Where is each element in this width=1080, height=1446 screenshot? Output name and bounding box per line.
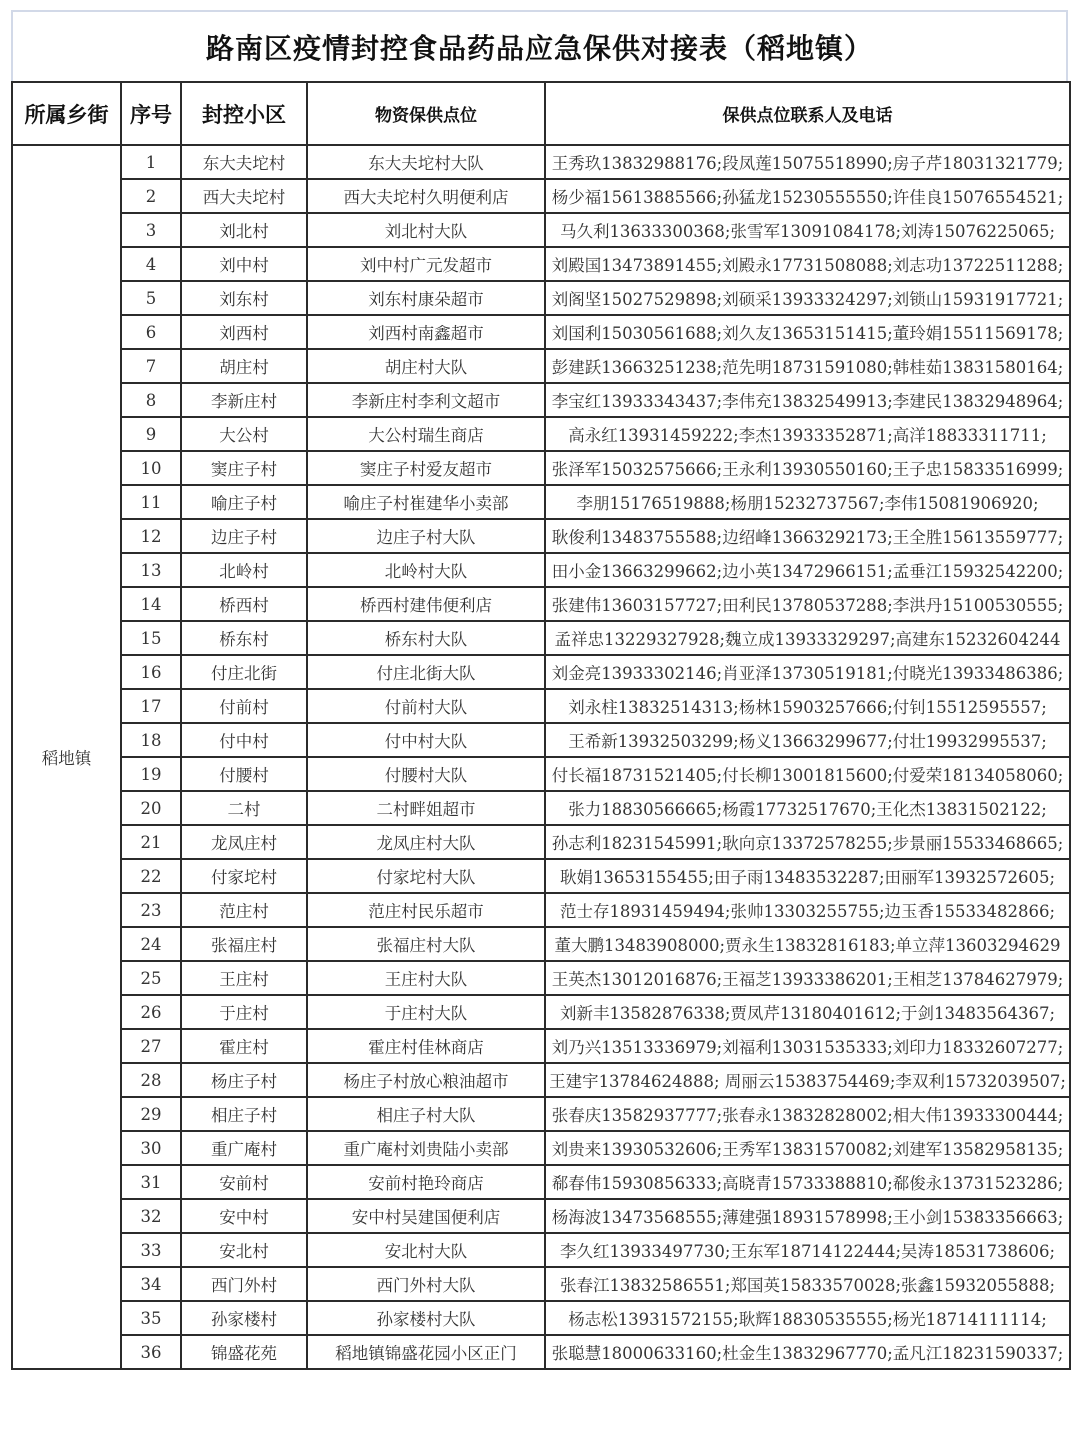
row-index: 28 [121, 1063, 181, 1097]
row-index: 35 [121, 1301, 181, 1335]
row-community: 重广庵村 [181, 1131, 307, 1165]
row-contacts: 马久利13633300368;张雪军13091084178;刘涛15076225065; [545, 213, 1070, 247]
table-row [12, 1267, 1070, 1301]
row-supply-point: 重广庵村刘贵陆小卖部 [307, 1131, 545, 1165]
table-row [12, 281, 1070, 315]
row-supply-point: 安中村吴建国便利店 [307, 1199, 545, 1233]
row-supply-point: 相庄子村大队 [307, 1097, 545, 1131]
table-row [12, 893, 1070, 927]
row-community: 付家坨村 [181, 859, 307, 893]
table-row [12, 1199, 1070, 1233]
table-row [12, 927, 1070, 961]
row-community: 锦盛花苑 [181, 1335, 307, 1369]
row-supply-point: 窦庄子村爱友超市 [307, 451, 545, 485]
row-index: 10 [121, 451, 181, 485]
row-contacts: 杨少福15613885566;孙猛龙15230555550;许佳良15076554521; [545, 179, 1070, 213]
row-index: 11 [121, 485, 181, 519]
row-supply-point: 付中村大队 [307, 723, 545, 757]
header-contacts: 保供点位联系人及电话 [545, 82, 1070, 145]
row-supply-point: 桥西村建伟便利店 [307, 587, 545, 621]
row-supply-point: 边庄子村大队 [307, 519, 545, 553]
row-index: 27 [121, 1029, 181, 1063]
row-index: 32 [121, 1199, 181, 1233]
table-row [12, 723, 1070, 757]
row-index: 7 [121, 349, 181, 383]
row-supply-point: 李新庄村李利文超市 [307, 383, 545, 417]
district-cell: 稻地镇 [12, 145, 121, 1369]
row-supply-point: 范庄村民乐超市 [307, 893, 545, 927]
row-community: 相庄子村 [181, 1097, 307, 1131]
table-row [12, 519, 1070, 553]
table-row [12, 791, 1070, 825]
row-community: 西门外村 [181, 1267, 307, 1301]
row-community: 西大夫坨村 [181, 179, 307, 213]
row-community: 二村 [181, 791, 307, 825]
row-contacts: 张春江13832586551;郑国英15833570028;张鑫15932055888; [545, 1267, 1070, 1301]
row-supply-point: 付腰村大队 [307, 757, 545, 791]
header-index: 序号 [121, 82, 181, 145]
row-contacts: 郗春伟15930856333;高晓青15733388810;郗俊永13731523286; [545, 1165, 1070, 1199]
row-index: 22 [121, 859, 181, 893]
row-index: 4 [121, 247, 181, 281]
row-contacts: 刘新丰13582876338;贾凤芹13180401612;于剑13483564367; [545, 995, 1070, 1029]
row-index: 24 [121, 927, 181, 961]
row-contacts: 杨海波13473568555;薄建强18931578998;王小剑15383356663; [545, 1199, 1070, 1233]
row-contacts: 刘贵来13930532606;王秀军13831570082;刘建军13582958135; [545, 1131, 1070, 1165]
row-contacts: 王秀玖13832988176;段凤莲15075518990;房子芹18031321779; [545, 145, 1070, 179]
page-title: 路南区疫情封控食品药品应急保供对接表（稻地镇） [205, 31, 873, 65]
table-row [12, 1165, 1070, 1199]
row-community: 刘东村 [181, 281, 307, 315]
row-contacts: 田小金13663299662;边小英13472966151;孟垂江15932542200; [545, 553, 1070, 587]
row-contacts: 刘国利15030561688;刘久友13653151415;董玲娟15511569178; [545, 315, 1070, 349]
row-index: 23 [121, 893, 181, 927]
row-contacts: 耿俊利13483755588;边绍峰13663292173;王全胜15613559777; [545, 519, 1070, 553]
row-index: 30 [121, 1131, 181, 1165]
row-community: 霍庄村 [181, 1029, 307, 1063]
row-supply-point: 付前村大队 [307, 689, 545, 723]
row-index: 8 [121, 383, 181, 417]
row-contacts: 孙志利18231545991;耿向京13372578255;步景丽15533468665; [545, 825, 1070, 859]
row-community: 王庄村 [181, 961, 307, 995]
row-supply-point: 于庄村大队 [307, 995, 545, 1029]
row-supply-point: 王庄村大队 [307, 961, 545, 995]
table-row [12, 621, 1070, 655]
row-index: 25 [121, 961, 181, 995]
row-community: 李新庄村 [181, 383, 307, 417]
row-index: 12 [121, 519, 181, 553]
table-row [12, 349, 1070, 383]
row-supply-point: 东大夫坨村大队 [307, 145, 545, 179]
row-index: 6 [121, 315, 181, 349]
row-contacts: 李宝红13933343437;李伟充13832549913;李建民13832948964; [545, 383, 1070, 417]
row-contacts: 孟祥忠13229327928;魏立成13933329297;高建东15232604244 [545, 621, 1070, 655]
row-supply-point: 安前村艳玲商店 [307, 1165, 545, 1199]
row-contacts: 张聪慧18000633160;杜金生13832967770;孟凡江18231590337; [545, 1335, 1070, 1369]
row-contacts: 张力18830566665;杨霞17732517670;王化杰13831502122; [545, 791, 1070, 825]
header-row [12, 82, 1070, 145]
row-community: 喻庄子村 [181, 485, 307, 519]
row-supply-point: 西门外村大队 [307, 1267, 545, 1301]
table-row [12, 145, 1070, 179]
row-contacts: 王希新13932503299;杨义13663299677;付壮19932995537; [545, 723, 1070, 757]
row-supply-point: 刘北村大队 [307, 213, 545, 247]
row-supply-point: 北岭村大队 [307, 553, 545, 587]
row-supply-point: 喻庄子村崔建华小卖部 [307, 485, 545, 519]
row-supply-point: 孙家楼村大队 [307, 1301, 545, 1335]
row-community: 付中村 [181, 723, 307, 757]
row-index: 20 [121, 791, 181, 825]
row-community: 付庄北街 [181, 655, 307, 689]
header-community: 封控小区 [181, 82, 307, 145]
table-row [12, 179, 1070, 213]
table-row [12, 757, 1070, 791]
row-community: 桥西村 [181, 587, 307, 621]
row-index: 2 [121, 179, 181, 213]
row-index: 14 [121, 587, 181, 621]
table-row [12, 1131, 1070, 1165]
row-index: 1 [121, 145, 181, 179]
table-row [12, 1301, 1070, 1335]
row-index: 18 [121, 723, 181, 757]
row-supply-point: 大公村瑞生商店 [307, 417, 545, 451]
row-index: 17 [121, 689, 181, 723]
row-index: 29 [121, 1097, 181, 1131]
row-contacts: 李朋15176519888;杨朋15232737567;李伟15081906920; [545, 485, 1070, 519]
row-community: 安北村 [181, 1233, 307, 1267]
row-supply-point: 刘西村南鑫超市 [307, 315, 545, 349]
row-contacts: 范士存18931459494;张帅13303255755;边玉香15533482866; [545, 893, 1070, 927]
table-body [12, 145, 1070, 1369]
supply-contact-table [11, 81, 1071, 1370]
row-community: 孙家楼村 [181, 1301, 307, 1335]
row-index: 9 [121, 417, 181, 451]
row-index: 33 [121, 1233, 181, 1267]
table-row [12, 1233, 1070, 1267]
table-row [12, 553, 1070, 587]
row-index: 36 [121, 1335, 181, 1369]
row-contacts: 高永红13931459222;李杰13933352871;高洋18833311711; [545, 417, 1070, 451]
row-community: 付前村 [181, 689, 307, 723]
row-supply-point: 安北村大队 [307, 1233, 545, 1267]
row-community: 龙凤庄村 [181, 825, 307, 859]
header-district: 所属乡街 [12, 82, 121, 145]
row-community: 大公村 [181, 417, 307, 451]
row-community: 杨庄子村 [181, 1063, 307, 1097]
row-supply-point: 龙凤庄村大队 [307, 825, 545, 859]
row-index: 26 [121, 995, 181, 1029]
row-supply-point: 刘东村康朵超市 [307, 281, 545, 315]
row-index: 15 [121, 621, 181, 655]
row-community: 胡庄村 [181, 349, 307, 383]
row-supply-point: 张福庄村大队 [307, 927, 545, 961]
row-community: 东大夫坨村 [181, 145, 307, 179]
row-supply-point: 刘中村广元发超市 [307, 247, 545, 281]
row-supply-point: 稻地镇锦盛花园小区正门 [307, 1335, 545, 1369]
row-community: 付腰村 [181, 757, 307, 791]
row-index: 16 [121, 655, 181, 689]
row-contacts: 刘阁坚15027529898;刘硕采13933324297;刘锁山15931917721; [545, 281, 1070, 315]
row-index: 21 [121, 825, 181, 859]
row-contacts: 彭建跃13663251238;范先明18731591080;韩桂茹13831580164; [545, 349, 1070, 383]
row-supply-point: 霍庄村佳林商店 [307, 1029, 545, 1063]
row-community: 刘西村 [181, 315, 307, 349]
row-contacts: 李久红13933497730;王东军18714122444;吴涛18531738606; [545, 1233, 1070, 1267]
row-supply-point: 付庄北街大队 [307, 655, 545, 689]
row-index: 19 [121, 757, 181, 791]
row-supply-point: 付家坨村大队 [307, 859, 545, 893]
row-index: 3 [121, 213, 181, 247]
table-row [12, 383, 1070, 417]
row-community: 范庄村 [181, 893, 307, 927]
row-community: 安前村 [181, 1165, 307, 1199]
row-index: 5 [121, 281, 181, 315]
row-supply-point: 二村畔姐超市 [307, 791, 545, 825]
row-supply-point: 西大夫坨村久明便利店 [307, 179, 545, 213]
row-contacts: 王建宇13784624888; 周丽云15383754469;李双利15732039507; [545, 1063, 1070, 1097]
table-row [12, 1063, 1070, 1097]
table-row [12, 451, 1070, 485]
row-contacts: 王英杰13012016876;王福芝13933386201;王相芝13784627979; [545, 961, 1070, 995]
row-community: 刘中村 [181, 247, 307, 281]
row-supply-point: 杨庄子村放心粮油超市 [307, 1063, 545, 1097]
table-row [12, 417, 1070, 451]
table-row [12, 247, 1070, 281]
table-row [12, 1097, 1070, 1131]
row-supply-point: 桥东村大队 [307, 621, 545, 655]
row-community: 安中村 [181, 1199, 307, 1233]
row-community: 桥东村 [181, 621, 307, 655]
table-row [12, 485, 1070, 519]
row-contacts: 董大鹏13483908000;贾永生13832816183;单立萍13603294629 [545, 927, 1070, 961]
table-row [12, 961, 1070, 995]
row-contacts: 刘金亮13933302146;肖亚泽13730519181;付晓光13933486386; [545, 655, 1070, 689]
row-contacts: 张泽军15032575666;王永利13930550160;王子忠15833516999; [545, 451, 1070, 485]
row-supply-point: 胡庄村大队 [307, 349, 545, 383]
table-row [12, 995, 1070, 1029]
row-contacts: 张建伟13603157727;田利民13780537288;李洪丹15100530555; [545, 587, 1070, 621]
row-contacts: 刘永柱13832514313;杨林15903257666;付钊15512595557; [545, 689, 1070, 723]
row-contacts: 耿娟13653155455;田子雨13483532287;田丽军13932572605; [545, 859, 1070, 893]
table-row [12, 315, 1070, 349]
row-index: 34 [121, 1267, 181, 1301]
row-community: 张福庄村 [181, 927, 307, 961]
row-contacts: 刘乃兴13513336979;刘福利13031535333;刘印力18332607277; [545, 1029, 1070, 1063]
table-row [12, 1335, 1070, 1369]
row-contacts: 刘殿国13473891455;刘殿永17731508088;刘志功13722511288; [545, 247, 1070, 281]
table-row [12, 587, 1070, 621]
row-contacts: 杨志松13931572155;耿辉18830535555;杨光18714111114; [545, 1301, 1070, 1335]
row-community: 北岭村 [181, 553, 307, 587]
table-row [12, 655, 1070, 689]
table-row [12, 1029, 1070, 1063]
table-row [12, 689, 1070, 723]
row-community: 边庄子村 [181, 519, 307, 553]
row-contacts: 付长福18731521405;付长柳13001815600;付爱荣18134058060; [545, 757, 1070, 791]
table-row [12, 825, 1070, 859]
row-community: 窦庄子村 [181, 451, 307, 485]
row-index: 13 [121, 553, 181, 587]
row-community: 刘北村 [181, 213, 307, 247]
row-contacts: 张春庆13582937777;张春永13832828002;相大伟13933300444; [545, 1097, 1070, 1131]
title-banner [11, 10, 1068, 81]
row-community: 于庄村 [181, 995, 307, 1029]
header-supply-point: 物资保供点位 [307, 82, 545, 145]
row-index: 31 [121, 1165, 181, 1199]
table-row [12, 213, 1070, 247]
table-row [12, 859, 1070, 893]
